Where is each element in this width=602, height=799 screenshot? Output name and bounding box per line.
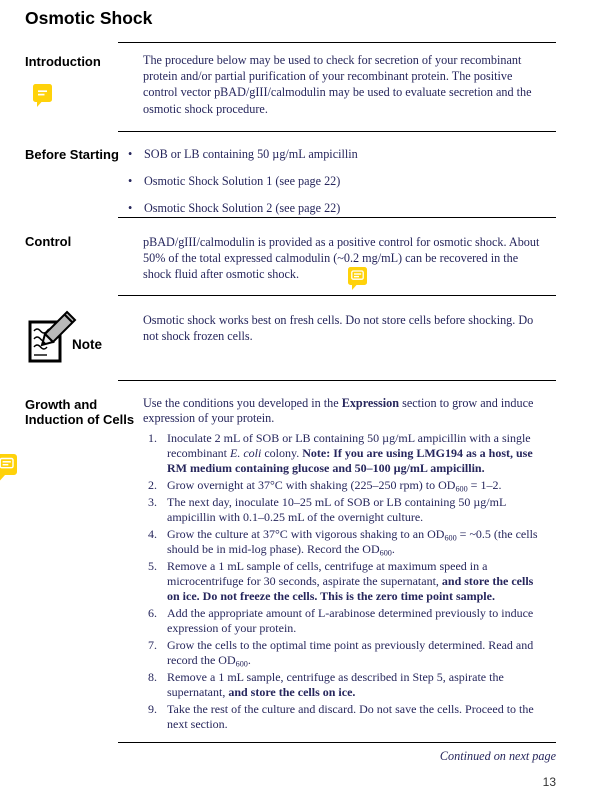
step-text: Grow overnight at 37°C with shaking (225–250 rpm) to $OD_{600} = 1-2$. xyxy=(167,478,502,494)
section-divider xyxy=(118,742,556,743)
step-text: Add the appropriate amount of L-arabinose determined previously to induce expression of your protein. xyxy=(167,606,534,635)
continued-note: Continued on next page xyxy=(439,749,556,763)
step-text: Grow the cells to the optimal time point as previously determined. Read and record the $OD_{600}$. xyxy=(167,638,534,669)
step-text: Remove a 1 mL sample of cells, centrifuge at maximum speed in a microcentrifuge for 30 seconds, aspirate the supernatant, and store the cells on ice. Do not freeze the cells. This is the zero time point sample. xyxy=(167,559,534,603)
procedure-steps-list xyxy=(148,431,538,734)
section-label-line: Induction of Cells xyxy=(25,411,135,427)
growth-intro-text: Use the conditions you developed in the Expression section to grow and induce expression of your protein. xyxy=(143,396,534,425)
list-item xyxy=(128,201,538,216)
procedure-step xyxy=(148,606,538,636)
procedure-step xyxy=(148,638,538,668)
step-text: Grow the culture at 37°C with vigorous shaking to an $OD_{600}$ = ~0.5 (the cells should be in mid-log phase). Record the $OD_{600}$. xyxy=(167,527,538,558)
step-number: 3. xyxy=(148,495,157,509)
page-number: 13 xyxy=(542,775,556,789)
step-text: The next day, inoculate 10–25 mL of SOB or LB containing 50 µg/mL ampicillin with 0.1–0.25 mL of the overnight culture. xyxy=(167,495,506,524)
list-item-text: Osmotic Shock Solution 2 (see page 22) xyxy=(144,201,341,215)
step-number: 5. xyxy=(148,559,157,573)
step-number: 2. xyxy=(148,478,157,492)
step-number: 1. xyxy=(148,431,157,445)
note-label: Note xyxy=(72,337,102,352)
procedure-step xyxy=(148,702,538,732)
section-divider xyxy=(118,131,556,132)
procedure-step xyxy=(148,478,538,493)
section-divider xyxy=(118,42,556,43)
step-number: 8. xyxy=(148,670,157,684)
step-number: 9. xyxy=(148,702,157,716)
note-text: Osmotic shock works best on fresh cells. Do not store cells before shocking. Do not shock frozen cells. xyxy=(143,313,534,343)
step-number: 6. xyxy=(148,606,157,620)
section-label-growth-induction xyxy=(25,398,145,427)
comment-annotation-icon[interactable] xyxy=(33,84,52,108)
step-number: 7. xyxy=(148,638,157,652)
step-text: Remove a 1 mL sample, centrifuge as described in Step 5, aspirate the supernatant, and store the cells on ice. xyxy=(167,670,504,699)
procedure-step xyxy=(148,527,538,557)
bullet-icon: • xyxy=(128,201,133,215)
section-label-introduction: Introduction xyxy=(25,54,101,69)
before-starting-list xyxy=(128,147,538,228)
list-item xyxy=(128,174,538,189)
section-divider xyxy=(118,295,556,296)
section-label-line: Growth and xyxy=(25,397,98,412)
comment-annotation-icon[interactable] xyxy=(0,454,17,481)
step-text: Inoculate 2 mL of SOB or LB containing 50 µg/mL ampicillin with a single recombinant E. coli colony. Note: If you are using LMG194 as a host, use RM medium containing glucose and 50–100 µg/mL ampicillin. xyxy=(167,431,533,475)
section-divider xyxy=(118,380,556,381)
list-item xyxy=(128,147,538,162)
section-label-before-starting: Before Starting xyxy=(25,147,119,162)
page-title: Osmotic Shock xyxy=(25,8,153,28)
procedure-step xyxy=(148,495,538,525)
procedure-step xyxy=(148,431,538,476)
list-item-text: Osmotic Shock Solution 1 (see page 22) xyxy=(144,174,341,188)
procedure-step xyxy=(148,559,538,604)
step-number: 4. xyxy=(148,527,157,541)
section-label-control: Control xyxy=(25,234,72,249)
section-divider xyxy=(118,217,556,218)
step-text: Take the rest of the culture and discard. Do not save the cells. Proceed to the next section. xyxy=(167,702,534,731)
bullet-icon: • xyxy=(128,147,133,161)
list-item-text: SOB or LB containing 50 µg/mL ampicillin xyxy=(144,147,358,161)
bullet-icon: • xyxy=(128,174,133,188)
control-text: pBAD/gIII/calmodulin is provided as a positive control for osmotic shock. About 50% of the total expressed calmodulin (~0.2 mg/mL) can be recovered in the shock fluid after osmotic shock. xyxy=(143,235,540,282)
procedure-step xyxy=(148,670,538,700)
comment-annotation-icon[interactable] xyxy=(348,267,367,291)
introduction-text: The procedure below may be used to check for secretion of your recombinant protein and/or partial purification of your recombinant protein. The positive control vector pBAD/gIII/calmodulin may be used to evaluate secretion and the osmotic shock procedure. xyxy=(143,53,532,116)
